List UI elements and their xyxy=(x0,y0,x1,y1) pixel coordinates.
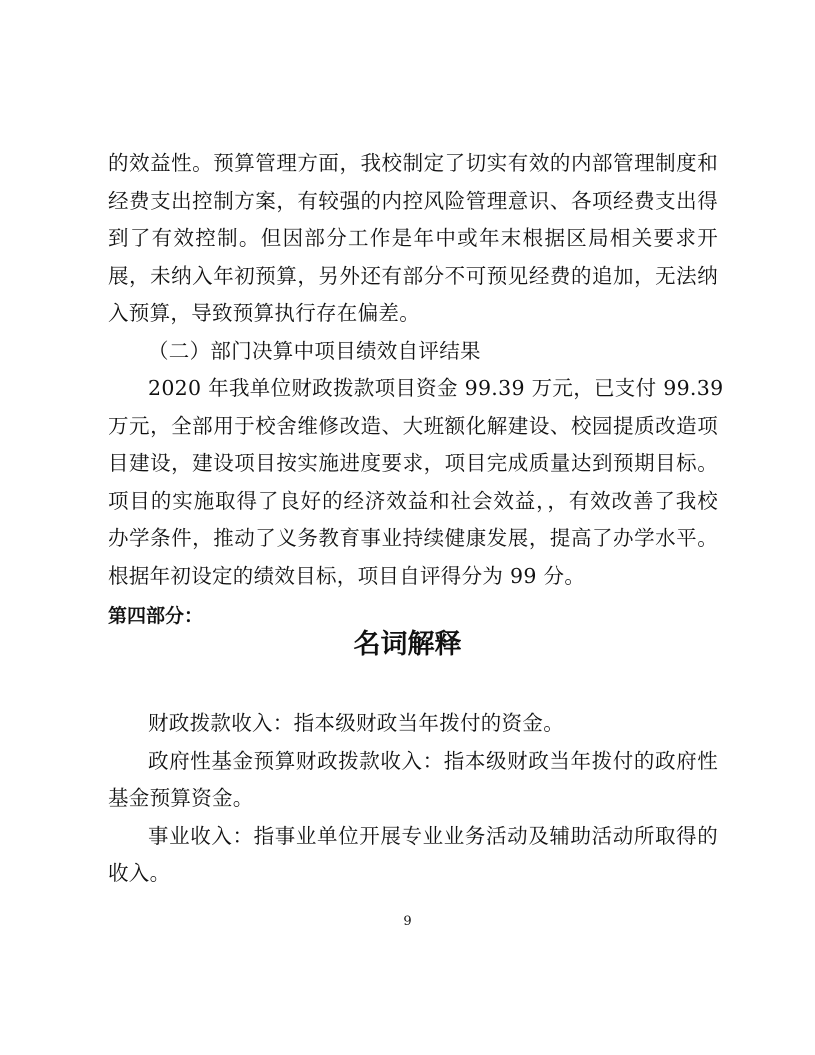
paragraph-line: 根据年初设定的绩效目标，项目自评得分为 99 分。 xyxy=(108,564,586,588)
subheading: （二）部门决算中项目绩效自评结果 xyxy=(148,339,481,363)
paragraph-line: 经费支出控制方案，有较强的内控风险管理意识、各项经费支出得 xyxy=(108,189,718,213)
paragraph-line: 2020 年我单位财政拨款项目资金 99.39 万元，已支付 99.39 xyxy=(148,376,724,400)
paragraph-line: 目建设，建设项目按实施进度要求，项目完成质量达到预期目标。 xyxy=(108,451,718,475)
paragraph-line: 到了有效控制。但因部分工作是年中或年末根据区局相关要求开 xyxy=(108,226,718,250)
section-title: 名词解释 xyxy=(353,629,462,660)
paragraph-line: 项目的实施取得了良好的经济效益和社会效益，，有效改善了我校 xyxy=(108,489,718,513)
paragraph-line: 入预算，导致预算执行存在偏差。 xyxy=(108,301,420,325)
part-heading: 第四部分： xyxy=(108,605,204,627)
definition-line: 事业收入：指事业单位开展专业业务活动及辅助活动所取得的 xyxy=(148,824,718,848)
definition-line: 基金预算资金。 xyxy=(108,786,254,810)
paragraph-line: 万元，全部用于校舍维修改造、大班额化解建设、校园提质改造项 xyxy=(108,414,718,438)
paragraph-line: 办学条件，推动了义务教育事业持续健康发展，提高了办学水平。 xyxy=(108,526,718,550)
paragraph-line: 的效益性。预算管理方面，我校制定了切实有效的内部管理制度和 xyxy=(108,151,718,175)
paragraph-line: 展，未纳入年初预算，另外还有部分不可预见经费的追加，无法纳 xyxy=(108,264,718,288)
definition-line: 收入。 xyxy=(108,861,171,885)
definition-line: 政府性基金预算财政拨款收入：指本级财政当年拨付的政府性 xyxy=(148,749,718,773)
definition-line: 财政拨款收入：指本级财政当年拨付的资金。 xyxy=(148,711,564,735)
page-number: 9 xyxy=(403,914,412,929)
